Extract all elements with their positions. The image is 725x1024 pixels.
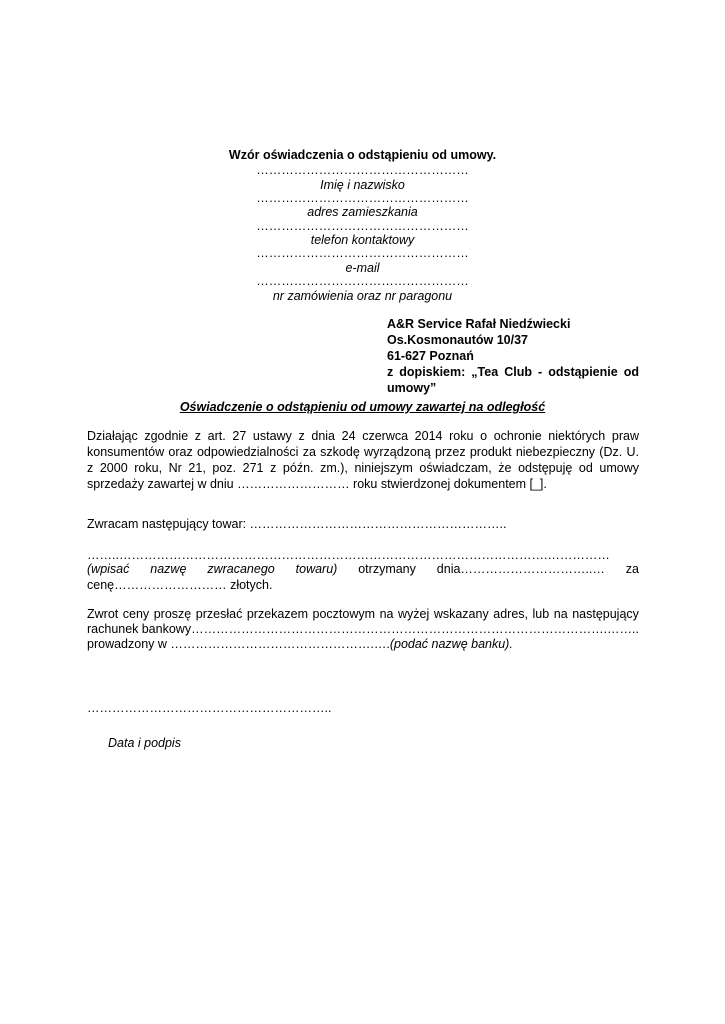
name-label: Imię i nazwisko	[320, 178, 405, 192]
refund-line-2: rachunek bankowy……………………………………………………………………………………….……..	[87, 622, 639, 636]
refund-line-1: Zwrot ceny proszę przesłać przekazem pocztowym na wyżej wskazany adres, lub na następujący	[87, 607, 639, 621]
address-dotted-line: ……………………………………………	[256, 191, 469, 205]
phone-label: telefon kontaktowy	[310, 233, 415, 247]
bank-name-hint: (podać nazwę banku).	[389, 637, 513, 651]
price-line: cenę……………………… złotych.	[87, 578, 273, 592]
order-dotted-line: ……………………………………………	[256, 274, 469, 288]
email-label: e-mail	[345, 261, 380, 275]
recipient-name: A&R Service Rafał Niedźwiecki	[387, 317, 571, 331]
address-label: adres zamieszkania	[307, 205, 418, 219]
statement-heading: Oświadczenie o odstąpieniu od umowy zawartej na odległość	[179, 400, 546, 414]
signature-dotted-line: …………………………………………………..	[87, 701, 332, 715]
refund-line-3: prowadzony w ………………………………………….….(podać nazwę banku).	[87, 637, 513, 651]
name-dotted-line: ……………………………………………	[256, 163, 469, 177]
recipient-street: Os.Kosmonautów 10/37	[387, 333, 529, 347]
goods-description-line: (wpisać nazwę zwracanego towaru) otrzymany dnia…………………………..… za	[87, 562, 639, 576]
recipient-address	[387, 316, 639, 396]
order-label: nr zamówienia oraz nr paragonu	[272, 289, 453, 303]
email-dotted-line: ……………………………………………	[256, 246, 469, 260]
form-title: Wzór oświadczenia o odstąpieniu od umowy.	[228, 148, 497, 162]
phone-dotted-line: ……………………………………………	[256, 219, 469, 233]
goods-dotted-line: ……..………………………………………………………………………………………….……………	[87, 548, 610, 562]
recipient-city: 61-627 Poznań	[387, 349, 474, 363]
returned-goods-line: Zwracam następujący towar: ……………………………………………………..	[87, 517, 507, 531]
statement-paragraph: Działając zgodnie z art. 27 ustawy z dnia 24 czerwca 2014 roku o ochronie niektórych praw konsumentów oraz odpowiedzialności za szkodę wyrządzoną przez produkt niebezpieczny (Dz. U. z 2000 roku, Nr 21, poz. 271 z późn. zm.), niniejszym oświadczam, że odstępuję od umowy sprzedaży zawartej w dniu ……………………… roku stwierdzonej dokumentem [_].	[87, 429, 639, 491]
signature-label: Data i podpis	[108, 736, 181, 750]
recipient-note: z dopiskiem: „Tea Club - odstąpienie od umowy”	[387, 365, 639, 395]
